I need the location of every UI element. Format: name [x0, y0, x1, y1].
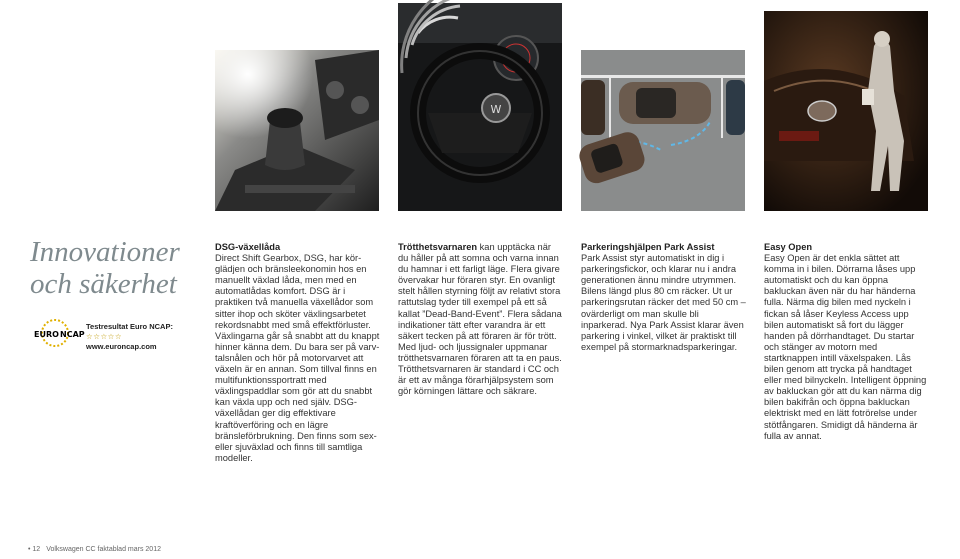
photo-dsg-gear-lever [215, 50, 379, 211]
page-title-line-1: Innovationer [30, 236, 180, 268]
svg-text:EURO: EURO [34, 330, 59, 339]
page-title-line-2: och säkerhet [30, 268, 177, 300]
photo-park-assist [581, 50, 745, 211]
page-number: • 12 [28, 546, 41, 553]
park-assist-heading: Parkeringshjälpen Park Assist [581, 242, 715, 252]
easy-open-body: Easy Open är det enkla sättet att komma in i bilen. Dörrarna låses upp automatiskt och du kan öppna bakluckan även när du har händerna fulla. Närma dig bilen med nyckeln i fickan så låser Keyless Access upp bilen automatiskt så fort du lägger handen på dörrhandtaget. Du startar och stänger av motorn med startknappen intill växelspaken. Lås bilen genom att trycka på handtaget eller med bilnyckeln. Intelligent öppning av bakluckan gör att du kan närma dig bilen bakifrån och öppna bakluckan elektriskt med en lätt fotrörelse under stötfångaren. Smidigt då händerna är fulla av annat. [764, 253, 927, 441]
ncap-text [86, 322, 210, 352]
fatigue-heading: Trötthetsvarnaren [398, 242, 478, 252]
footer-text: Volkswagen CC faktablad mars 2012 [46, 546, 161, 553]
column-fatigue-warning [398, 242, 563, 397]
svg-text:W: W [490, 103, 502, 116]
svg-text:NCAP: NCAP [60, 330, 85, 339]
dsg-heading: DSG-växellåda [215, 242, 281, 252]
euro-ncap-result [30, 318, 210, 351]
euro-ncap-logo-icon [30, 318, 85, 348]
column-easy-open [764, 242, 929, 442]
fatigue-body: kan upptäcka när du håller på att somna och varna innan du hamnar i ett farligt läge. Flera givare övervakar hur föraren styr. En ovanligt stelt hållen styrning följt av relativt stora rattutslag tyder till exempel på ett så kallat ”Dead-Band-Event”. Flera sådana indikationer tätt efter varandra är ett säkert tecken på att föraren är för trött. Med ljud- och ljussignaler uppmanar trötthetsvarnaren föraren att ta en paus. Trötthetsvarnaren är standard i CC och är ett av många förarhjälpsystem som gör körningen lättare och säkrare. [398, 242, 562, 397]
photo-easy-open [764, 11, 928, 211]
column-park-assist [581, 242, 746, 353]
ncap-stars: ☆☆☆☆☆ [86, 332, 123, 341]
ncap-url[interactable]: www.euroncap.com [86, 342, 157, 351]
ncap-label: Testresultat Euro NCAP: [86, 322, 173, 331]
page-footer [28, 546, 161, 553]
park-assist-body: Park Assist styr automatiskt in dig i parkeringsfickor, och klarar nu i andra generationen ännu mindre utrymmen. Bilens längd plus 80 cm räcker. Ut ur parkeringsrutan räcker det med 50 cm – ovärderligt om man skulle bli inparkerad. Nya Park Assist klarar även parkering i vinkel, vilket är praktiskt till exempel på stormarknadsparkeringar. [581, 253, 746, 352]
page-title [30, 236, 205, 300]
column-dsg [215, 242, 380, 464]
easy-open-heading: Easy Open [764, 242, 813, 252]
photo-steering-wheel [398, 3, 562, 211]
dsg-body: Direct Shift Gearbox, DSG, har körglädjen och bränsleekonomin hos en manuellt växlad låda, men med en automatlådas komfort. DSG är i praktiken två manuella växellådor som sitter ihop och sköter växlingsarbetet rekordsnabbt med små effektförluster. Växlingarna går så snabbt att du knappt hinner känna dem. Du bara ser på varvtalsnålen och hör på motorvarvet att växeln är en annan. Som tillval finns en multifunktionssportratt med växlingspaddlar som gör att du snabbt kan växla upp och ned själv. DSG-växellådan ger dig effektivare kraftöverföring och en lägre bränsleförbrukning. Den finns som sex- eller sjuväxlad och finns till samtliga modeller. [215, 253, 380, 463]
